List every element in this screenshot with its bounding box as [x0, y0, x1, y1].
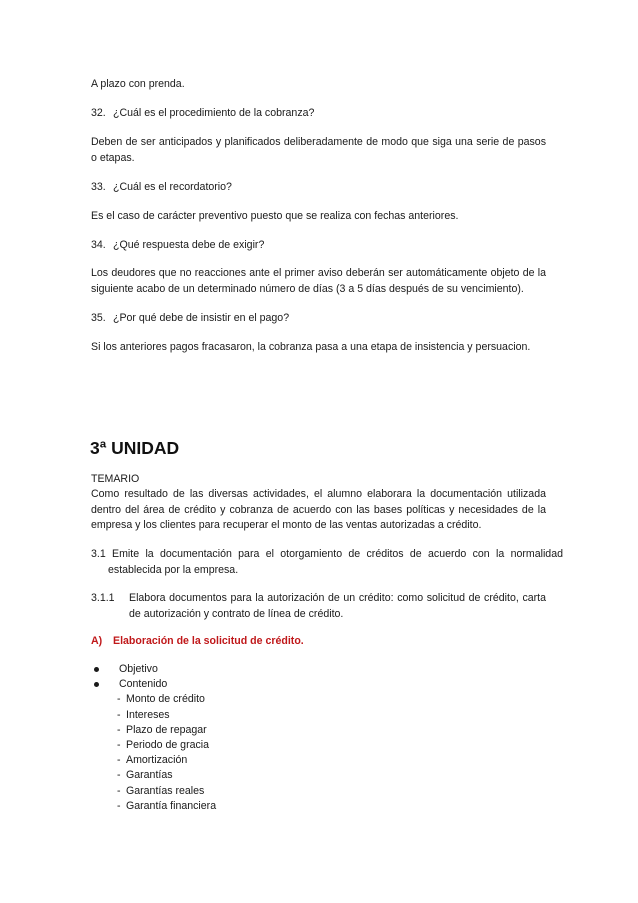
question-text: ¿Cuál es el procedimiento de la cobranza? [113, 107, 315, 119]
question-number: 35. [91, 312, 106, 324]
dash-icon: - [117, 693, 121, 706]
bullet-item: Objetivo [91, 662, 546, 677]
dash-item: - Plazo de repagar [91, 723, 546, 738]
dash-item: - Garantías reales [91, 784, 546, 799]
question-33 [91, 180, 546, 196]
question-number: 34. [91, 239, 106, 251]
top-line: A plazo con prenda. [91, 78, 185, 90]
dash-icon: - [117, 784, 121, 797]
dash-item: - Garantías [91, 768, 546, 783]
content-list [91, 662, 546, 814]
dash-item: - Amortización [91, 753, 546, 768]
section-text: Elabora documentos para la autorización de un crédito: como solicitud de crédito, carta de autorización y contrato de línea de crédito. [129, 592, 546, 620]
dash-icon: - [117, 754, 121, 767]
question-text: ¿Por qué debe de insistir en el pago? [113, 312, 290, 324]
dash-item: - Intereses [91, 708, 546, 723]
dash-icon: - [117, 723, 121, 736]
dash-icon: - [117, 738, 121, 751]
question-number: 33. [91, 181, 106, 193]
question-34 [91, 238, 546, 254]
bullet-icon [94, 682, 99, 687]
section-title: Elaboración de la solicitud de crédito. [113, 635, 304, 647]
bullet-icon [94, 667, 99, 672]
question-number: 32. [91, 107, 106, 119]
contenido-sublist [91, 692, 546, 814]
dash-item: - Periodo de gracia [91, 738, 546, 753]
section-number: 3.1.1 [91, 592, 115, 604]
dash-icon: - [117, 769, 121, 782]
temario-label: TEMARIO [91, 473, 140, 485]
dash-icon: - [117, 799, 121, 812]
section-3-1-1 [91, 591, 546, 622]
temario-text: Como resultado de las diversas actividades, el alumno elaborara la documentación utilizada dentro del área de crédito y cobranza de acuerdo con las bases políticas y necesidades de la empresa y los clientes para recuperar el monto de las ventas autorizadas a crédito. [91, 488, 546, 531]
bullet-list [91, 662, 546, 692]
question-text: ¿Cuál es el recordatorio? [113, 181, 232, 193]
unit-heading: 3ª UNIDAD [90, 438, 180, 458]
dash-item: - Monto de crédito [91, 692, 546, 707]
answer-35: Si los anteriores pagos fracasaron, la cobranza pasa a una etapa de insistencia y persuacion. [91, 341, 531, 353]
answer-33: Es el caso de carácter preventivo puesto que se realiza con fechas anteriores. [91, 210, 459, 222]
dash-icon: - [117, 708, 121, 721]
section-3-1: 3.1 Emite la documentación para el otorgamiento de créditos de acuerdo con la normalidad establecida por la empresa. [91, 548, 563, 576]
question-text: ¿Qué respuesta debe de exigir? [113, 239, 265, 251]
bullet-item: Contenido [91, 677, 546, 692]
answer-32: Deben de ser anticipados y planificados deliberadamente de modo que siga una serie de pasos o etapas. [91, 136, 546, 164]
dash-item: - Garantía financiera [91, 799, 546, 814]
answer-34: Los deudores que no reacciones ante el primer aviso deberán ser automáticamente objeto de la siguiente acabo de un determinado número de días (3 a 5 días después de su vencimiento). [91, 267, 546, 295]
section-a-heading [91, 634, 546, 650]
section-letter: A) [91, 635, 103, 647]
question-35 [91, 311, 546, 327]
question-32 [91, 106, 546, 122]
